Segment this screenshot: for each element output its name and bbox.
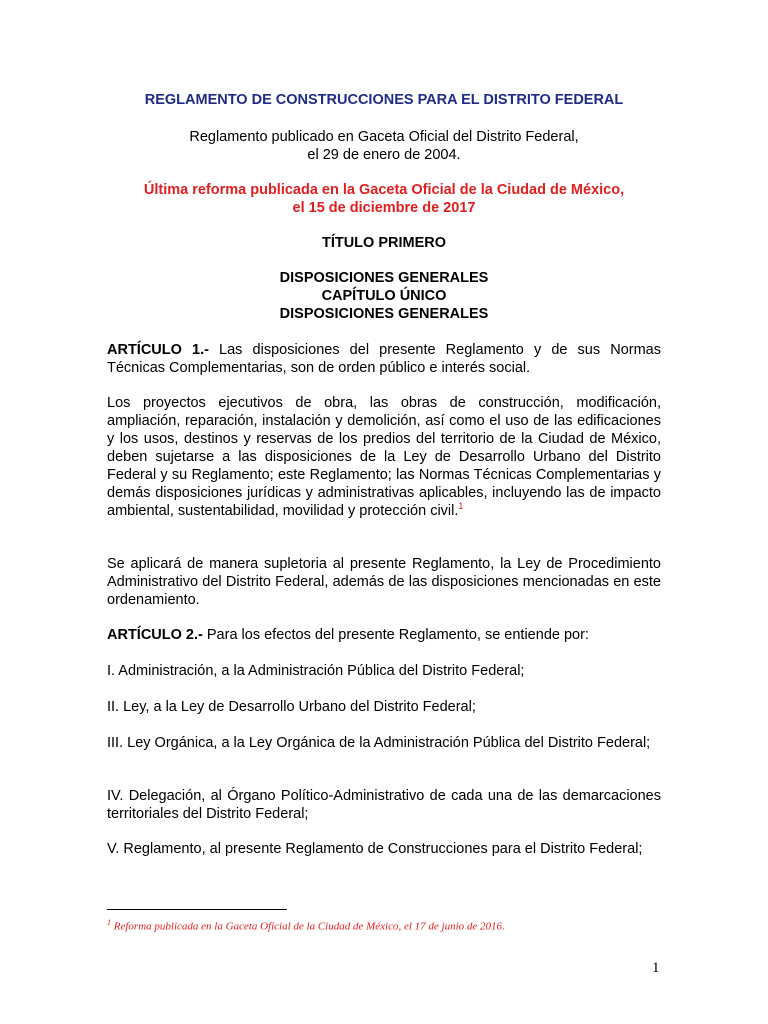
article-2-paragraph <box>107 626 661 644</box>
publication-line-1: Reglamento publicado en Gaceta Oficial del Distrito Federal, <box>189 129 579 145</box>
article-2-text: Para los efectos del presente Reglamento, se entiende por: <box>202 627 589 643</box>
page-number: 1 <box>652 960 660 976</box>
publication-note <box>107 128 661 164</box>
section-headings <box>107 269 661 323</box>
document-page <box>107 0 661 1024</box>
publication-line-2: el 29 de enero de 2004. <box>307 147 461 163</box>
article-1-label: ARTÍCULO 1.- <box>107 342 209 358</box>
article-1-text: Las disposiciones del presente Reglamento y de sus Normas Técnicas Complementarias, son de orden público e interés social. <box>107 342 661 376</box>
definition-1: I. Administración, a la Administración Pública del Distrito Federal; <box>107 663 525 679</box>
document-title: REGLAMENTO DE CONSTRUCCIONES PARA EL DISTRITO FEDERAL <box>144 92 624 108</box>
footnote-text: Reforma publicada en la Gaceta Oficial de la Ciudad de México, el 17 de junio de 2016. <box>111 920 505 933</box>
last-reform-note <box>107 181 661 217</box>
reform-line-2: el 15 de diciembre de 2017 <box>292 200 476 216</box>
heading-disposiciones-2: DISPOSICIONES GENERALES <box>279 306 489 322</box>
reform-line-1: Última reforma publicada en la Gaceta Oficial de la Ciudad de México, <box>143 182 625 198</box>
article-1-paragraph-2 <box>107 394 661 520</box>
article-1-paragraph-3: Se aplicará de manera supletoria al presente Reglamento, la Ley de Procedimiento Administrativo del Distrito Federal, además de las disposiciones mencionadas en este ordenamiento. <box>107 556 661 608</box>
article-1-p2-text: Los proyectos ejecutivos de obra, las obras de construcción, modificación, ampliación, reparación, instalación y demolición, así como el uso de las edificaciones y los usos, destinos y reservas de los predios del territorio de la Ciudad de México, deben sujetarse a las disposiciones de la Ley de Desarrollo Urbano del Distrito Federal y su Reglamento; este Reglamento; las Normas Técnicas Complementarias y demás disposiciones jurídicas y administrativas aplicables, incluyendo las de impacto ambiental, sustentabilidad, movilidad y protección civil. <box>107 395 661 519</box>
article-2-label: ARTÍCULO 2.- <box>107 627 203 643</box>
footnote-reference[interactable]: 1 <box>458 501 464 512</box>
footnote-number: 1 <box>107 918 111 927</box>
definition-4: IV. Delegación, al Órgano Político-Administrativo de cada una de las demarcaciones territoriales del Distrito Federal; <box>107 788 661 822</box>
footnote-divider <box>107 909 287 910</box>
article-1-paragraph <box>107 341 661 377</box>
footnote <box>107 916 661 934</box>
definition-2: II. Ley, a la Ley de Desarrollo Urbano del Distrito Federal; <box>107 699 476 715</box>
heading-disposiciones-1: DISPOSICIONES GENERALES <box>279 270 489 286</box>
definition-5: V. Reglamento, al presente Reglamento de Construcciones para el Distrito Federal; <box>107 841 643 857</box>
titulo-heading: TÍTULO PRIMERO <box>321 235 447 251</box>
heading-capitulo: CAPÍTULO ÚNICO <box>321 288 447 304</box>
definition-3: III. Ley Orgánica, a la Ley Orgánica de la Administración Pública del Distrito Federal; <box>107 735 651 751</box>
